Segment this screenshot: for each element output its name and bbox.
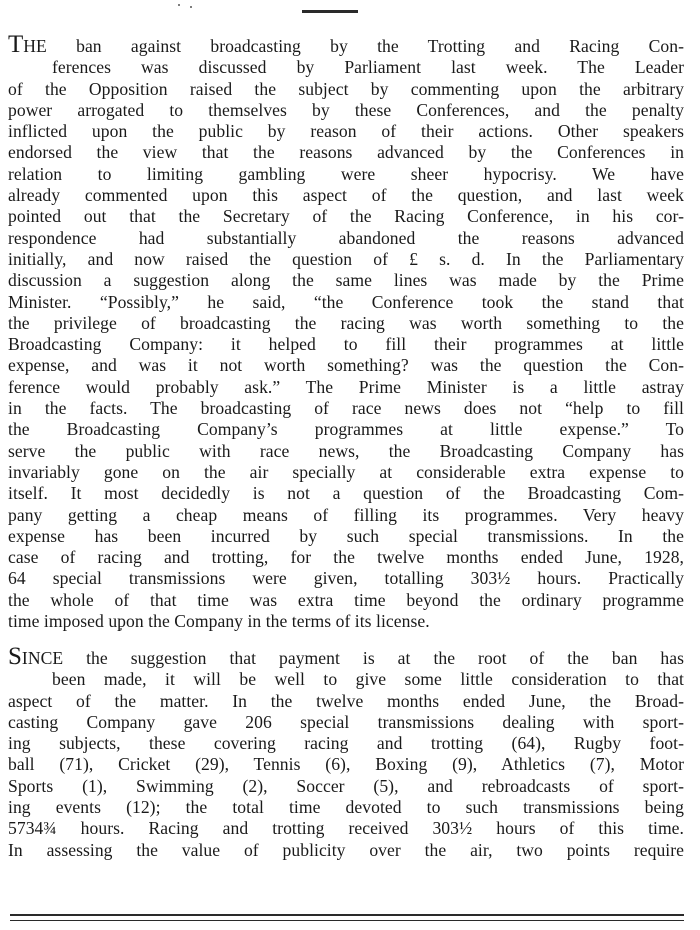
text-line: pointed out that the Secretary of the Racing Conference, in his cor- [8, 206, 684, 227]
text-line: discussion a suggestion along the same lines was made by the Prime [8, 270, 684, 291]
text-line: relation to limiting gambling were sheer hypocrisy. We have [8, 163, 684, 184]
paragraph-1 [8, 31, 684, 632]
paragraph-2 [8, 643, 684, 861]
print-speck [178, 4, 180, 6]
text-line: in the facts. The broadcasting of race news does not “help to fill [8, 398, 684, 419]
text-line: already commented upon this aspect of the question, and last week [8, 185, 684, 206]
text-line: ing subjects, these covering racing and trotting (64), Rugby foot- [8, 733, 684, 754]
text-line: the whole of that time was extra time beyond the ordinary programme [8, 589, 684, 610]
text-line: expense, and was it not worth something? was the question the Con- [8, 355, 684, 376]
text-line: respondence had substantially abandoned the reasons advanced [8, 227, 684, 248]
text-line: In assessing the value of publicity over the air, two points require [8, 839, 684, 860]
header-rule [302, 10, 358, 13]
text-line: the Broadcasting Company’s programmes at little expense.” To [8, 419, 684, 440]
text-line: expense has been incurred by such special transmissions. In the [8, 525, 684, 546]
text-line: serve the public with race news, the Broadcasting Company has [8, 440, 684, 461]
drop-cap-s: S [8, 643, 22, 670]
text-line: inflicted upon the public by reason of their actions. Other speakers [8, 121, 684, 142]
text-line: Sports (1), Swimming (2), Soccer (5), and rebroadcasts of sport- [8, 775, 684, 796]
text-line: Broadcasting Company: it helped to fill their programmes at little [8, 334, 684, 355]
text-line: 5734¾ hours. Racing and trotting received 303½ hours of this time. [8, 818, 684, 839]
text-line: power arrogated to themselves by these Conferences, and the penalty [8, 99, 684, 120]
text-line: the privilege of broadcasting the racing was worth something to the [8, 312, 684, 333]
text-line: case of racing and trotting, for the twelve months ended June, 1928, [8, 547, 684, 568]
footer-rule [10, 920, 684, 921]
text-line: ferences was discussed by Parliament last week. The Leader [52, 57, 684, 78]
drop-cap-t: T [8, 31, 24, 58]
text-line: Minister. “Possibly,” he said, “the Conference took the stand that [8, 291, 684, 312]
footer-rule [10, 914, 684, 916]
text-line: aspect of the matter. In the twelve months ended June, the Broad- [8, 690, 684, 711]
text-line: been made, it will be well to give some little consideration to that [52, 669, 684, 690]
text-line: of the Opposition raised the subject by commenting upon the arbitrary [8, 78, 684, 99]
text-line: ference would probably ask.” The Prime Minister is a little astray [8, 376, 684, 397]
text-line: casting Company gave 206 special transmissions dealing with sport- [8, 711, 684, 732]
text-line: ball (71), Cricket (29), Tennis (6), Boxing (9), Athletics (7), Motor [8, 754, 684, 775]
text-line: invariably gone on the air specially at considerable extra expense to [8, 461, 684, 482]
text-line: endorsed the view that the reasons advanced by the Conferences in [8, 142, 684, 163]
text-line: itself. It most decidedly is not a question of the Broadcasting Com- [8, 483, 684, 504]
text-line: 64 special transmissions were given, totalling 303½ hours. Practically [8, 568, 684, 589]
text-line: initially, and now raised the question of £ s. d. In the Parliamentary [8, 248, 684, 269]
text-line: THE ban against broadcasting by the Trotting and Racing Con- [8, 31, 684, 58]
text-line: SINCE the suggestion that payment is at the root of the ban has [8, 643, 684, 670]
text-line: pany getting a cheap means of filling its programmes. Very heavy [8, 504, 684, 525]
print-speck [190, 6, 192, 8]
text-line: time imposed upon the Company in the terms of its license. [8, 611, 430, 632]
text-line: ing events (12); the total time devoted to such transmissions being [8, 797, 684, 818]
